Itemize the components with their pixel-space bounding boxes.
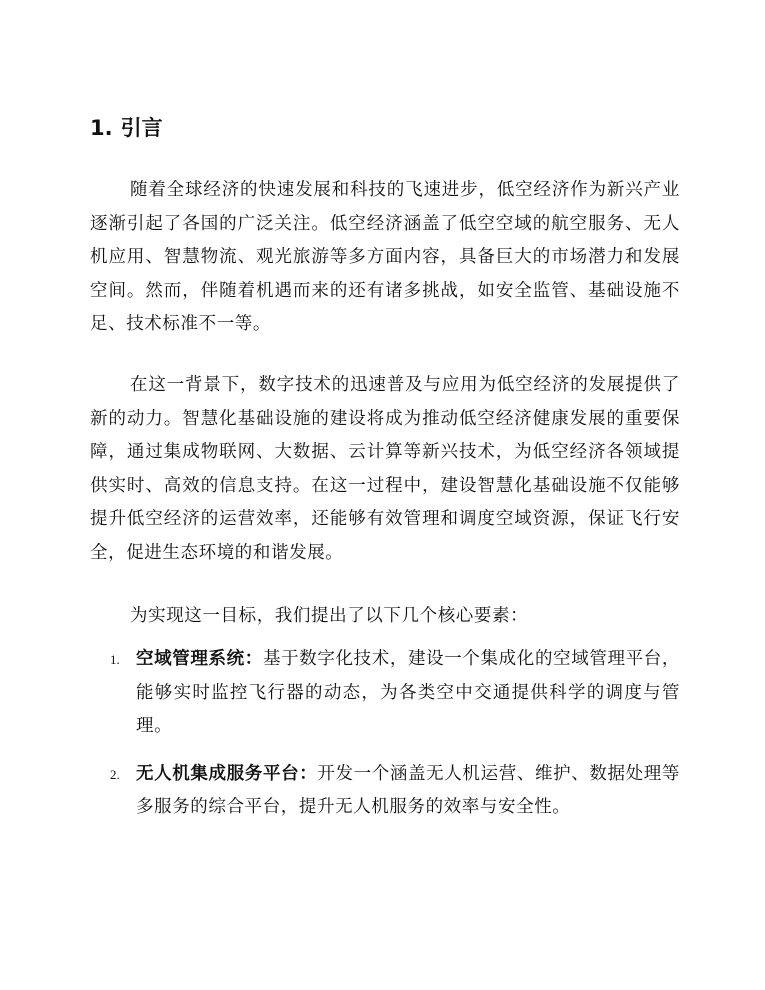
list-item-term: 空域管理系统： <box>136 649 263 669</box>
paragraph-intro: 随着全球经济的快速发展和科技的飞速进步，低空经济作为新兴产业逐渐引起了各国的广泛关注。低空经济涵盖了低空空域的航空服务、无人机应用、智慧物流、观光旅游等多方面内容，具备巨大的市场潜力和发展空间。然而，伴随着机遇而来的还有诸多挑战，如安全监管、基础设施不足、技术标准不一等。 <box>90 180 680 334</box>
list-item-term: 无人机集成服务平台： <box>136 763 318 784</box>
section-number: 1. <box>90 116 113 140</box>
list-item <box>90 758 680 825</box>
list-marker: 1. <box>110 652 120 667</box>
list-marker: 2. <box>110 766 120 782</box>
section-heading <box>90 112 163 144</box>
section-title: 引言 <box>120 116 163 140</box>
list-item-text: 开发一个涵盖无人机运营、维护、数据处理等多服务的综合平台，提升无人机服务的效率与安全性。 <box>136 763 681 817</box>
list-item-text: 基于数字化技术，建设一个集成化的空域管理平台，能够实时监控飞行器的动态，为各类空中交通提供科学的调度与管理。 <box>136 649 680 736</box>
list-item <box>90 643 680 744</box>
paragraph-background: 在这一背景下，数字技术的迅速普及与应用为低空经济的发展提供了新的动力。智慧化基础设施的建设将成为推动低空经济健康发展的重要保障，通过集成物联网、大数据、云计算等新兴技术，为低空经济各领域提供实时、高效的信息支持。在这一过程中，建设智慧化基础设施不仅能够提升低空经济的运营效率，还能够有效管理和调度空域资源，保证飞行安全，促进生态环境的和谐发展。 <box>90 375 680 563</box>
paragraph-goal: 为实现这一目标，我们提出了以下几个核心要素： <box>130 606 529 626</box>
core-elements-list <box>90 643 680 825</box>
